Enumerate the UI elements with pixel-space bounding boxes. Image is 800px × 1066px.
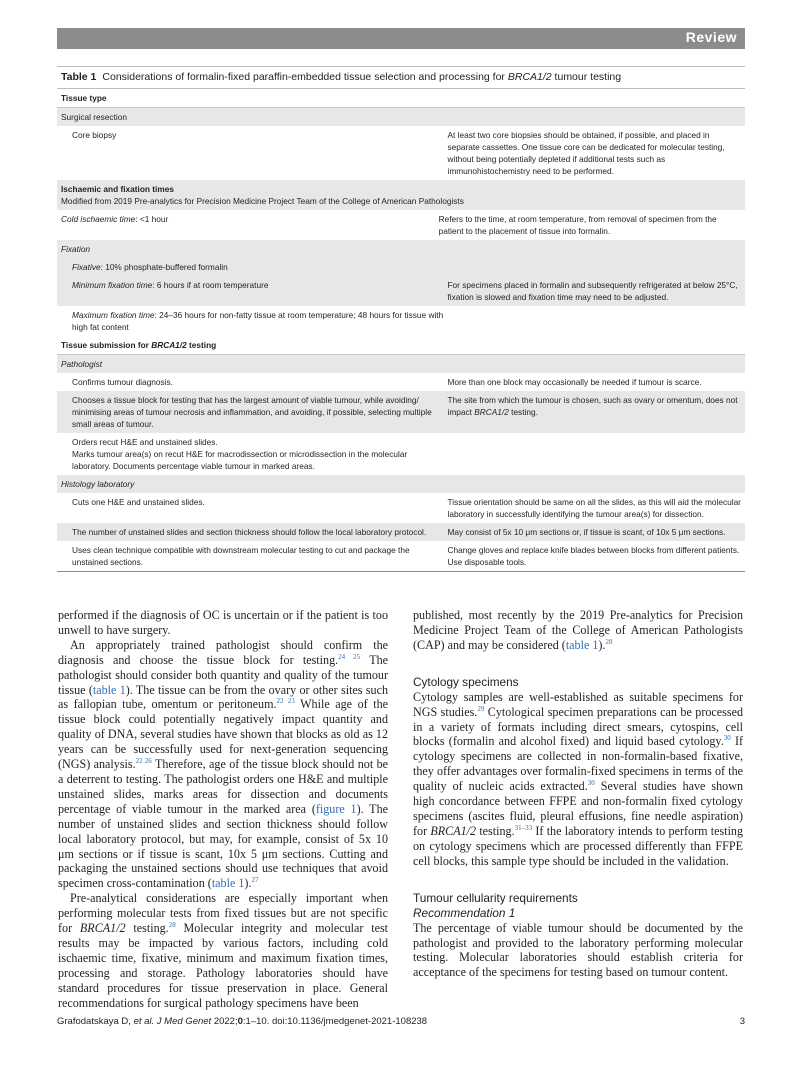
citation-ref[interactable]: 22 23	[276, 697, 295, 706]
page-footer	[57, 1016, 745, 1027]
citation-ref[interactable]: 31–33	[514, 823, 533, 832]
citation-ref[interactable]: 24 25	[338, 652, 361, 661]
table-row: Uses clean technique compatible with downstream molecular testing to cut and package the unstained sections. Change gloves and replace knife blades between blocks from different patients. Use disposable tools.	[57, 541, 745, 572]
table-caption: Table 1 Considerations of formalin-fixed paraffin-embedded tissue selection and processing for BRCA1/2 tumour testing	[57, 66, 745, 89]
citation-ref[interactable]: 30	[723, 734, 731, 743]
table-row: Orders recut H&E and unstained slides. Marks tumour area(s) on recut H&E for macrodissection or microdissection in the molecular laboratory. Documents percentage viable tumour in marked areas.	[72, 437, 408, 471]
table-link[interactable]: table 1	[92, 682, 126, 697]
table-row: Tissue submission for BRCA1/2 testing	[57, 336, 745, 355]
table-row: Maximum fixation time: 24–36 hours for non-fatty tissue at room temperature; 48 hours for tissue with high fat content	[72, 310, 444, 332]
section-heading: Cytology specimens	[413, 674, 519, 689]
paragraph: Cytology samples are well-established as suitable specimens for NGS studies.$^{29}$ Cytological specimen preparations can be processed in a variety of formats including direct smears, cytospins, cell blocks (formalin and alcohol fixed) and liquid based cytology.$^{30}$ If cytology specimens are collected in non-formalin-based fixative, they offer advantages over formalin-fixed specimens in terms of the quality of nucleic acids extracted.$^{30}$ Several studies have shown high concordance between FFPE and non-formalin fixed cytology specimens (ascites fluid, pleural effusions, fine needle aspiration) for BRCA1/2 testing.$^{31-33}$ If the laboratory intends to perform testing on cytology specimens which are processed differently than FFPE cell blocks, this sample type should be included in the validation.	[413, 689, 744, 868]
paragraph: Pre-analytical considerations are especially important when performing molecular tests from fixed tissues but are not specific for BRCA1/2 testing.$^{28}$ Molecular integrity and molecular test results may be impacted by various factors, including cold ischaemic time, fixative, minimum and maximum fixation times, processing and storage. Pathology laboratories should have standard procedures for tissue preservation in place. General recommendations for surgical pathology specimens have been	[58, 891, 389, 1010]
table-row: The number of unstained slides and section thickness should follow the local laboratory protocol. May consist of 5x 10 μm sections or, if tissue is scant, of 10x 5 μm sections.	[57, 523, 745, 541]
page-number: 3	[739, 1016, 745, 1027]
table-row: Fixative: 10% phosphate-buffered formalin	[57, 258, 745, 276]
section-label: Review	[685, 29, 737, 45]
figure-link[interactable]: figure 1	[315, 801, 357, 816]
table-row: Surgical resection	[57, 108, 745, 126]
table-row: Cold ischaemic time: <1 hour Refers to the time, at room temperature, from removal of specimen from the patient to the placement of tissue into formalin.	[61, 214, 717, 236]
table-row: Core biopsy At least two core biopsies should be obtained, if possible, and placed in separate cassettes. One tissue core can be dedicated for molecular testing, without being potentially depleted if additional tests such as immunohistochemistry need to be performed.	[72, 130, 725, 176]
table-column-header: Tissue type	[57, 89, 745, 108]
citation-ref[interactable]: 27	[251, 876, 259, 885]
citation-ref[interactable]: 30	[587, 779, 595, 788]
left-column	[58, 608, 388, 1010]
table-row: Confirms tumour diagnosis. More than one block may occasionally be needed if tumour is scarce.	[72, 377, 702, 387]
table-row: Histology laboratory	[57, 475, 745, 493]
paragraph: published, most recently by the 2019 Pre-analytics for Precision Medicine Project Team of the College of American Pathologists (CAP) and may be considered (table 1).$^{28}$	[413, 608, 743, 652]
table-link[interactable]: table 1	[565, 637, 599, 652]
section-heading: Tumour cellularity requirements	[413, 890, 578, 905]
citation-ref[interactable]: 28	[605, 637, 613, 646]
citation-line: Grafodatskaya D, et al. J Med Genet 2022;0:1–10. doi:10.1136/jmedgenet-2021-108238	[57, 1016, 428, 1027]
table-row: Chooses a tissue block for testing that has the largest amount of viable tumour, while avoiding/ minimising areas of tumour necrosis and inflammation, and avoiding, if possible, selecting multiple small areas of tumour. The site from which the tumour is chosen, such as ovary or omentum, does not impact BRCA1/2 testing.	[57, 391, 745, 433]
section-header-bar	[57, 28, 745, 49]
paragraph: The percentage of viable tumour should be documented by the pathologist and provided to the laboratory performing molecular testing. Molecular laboratories should establish criteria for acceptance of the specimens for testing based on tumour content.	[413, 920, 743, 980]
citation-ref[interactable]: 28	[168, 921, 176, 929]
citation-ref[interactable]: 22 26	[135, 757, 152, 766]
table-row: Cuts one H&E and unstained slides. Tissue orientation should be same on all the slides, as this will aid the molecular laboratory in successfully identifying the tumour area(s) for dissection.	[72, 497, 741, 519]
right-column	[413, 608, 743, 980]
table-row: Fixation	[57, 240, 745, 258]
paragraph: performed if the diagnosis of OC is uncertain or if the patient is too unwell to have surgery.	[58, 608, 388, 637]
table-1	[57, 66, 745, 572]
citation-ref[interactable]: 29	[477, 704, 485, 713]
table-link[interactable]: table 1	[211, 876, 245, 891]
table-row: Minimum fixation time: 6 hours if at room temperature For specimens placed in formalin and subsequently refrigerated at below 25°C, fixation is slowed and fixation time may need to be adjusted.	[57, 276, 745, 306]
table-row: Pathologist	[57, 355, 745, 373]
paragraph: An appropriately trained pathologist should confirm the diagnosis and choose the tissue block for testing.$^{24 25}$ The pathologist should consider both quantity and quality of the tumour tissue (table 1). The tissue can be from the ovary or other sites such as fallopian tube, omentum or peritoneum.$^{22 23}$ While age of the tissue block could potentially negatively impact quantity and quality of DNA, several studies have shown that blocks as old as 12 years can be successfully used for next-generation sequencing (NGS) analysis.$^{22 26}$ Therefore, age of the tissue block should not be a deterrent to testing. The pathologist orders one H&E and multiple unstained slides, marks areas for dissection and documents percentage of viable tumour in the marked area (figure 1). The number of unstained slides and section thickness should follow local laboratory protocol, but may, for example, consist of 5x 10 μm sections or if tissue is scant, 10x 5 μm sections. Cutting and packaging the unstained sections should use techniques that avoid specimen cross-contamination (table 1).$^{27}$	[58, 637, 389, 891]
table-label: Table 1	[61, 71, 97, 83]
recommendation-heading: Recommendation 1	[413, 905, 516, 920]
table-row: Ischaemic and fixation times Modified from 2019 Pre-analytics for Precision Medicine Project Team of the College of American Pathologists	[57, 180, 745, 210]
